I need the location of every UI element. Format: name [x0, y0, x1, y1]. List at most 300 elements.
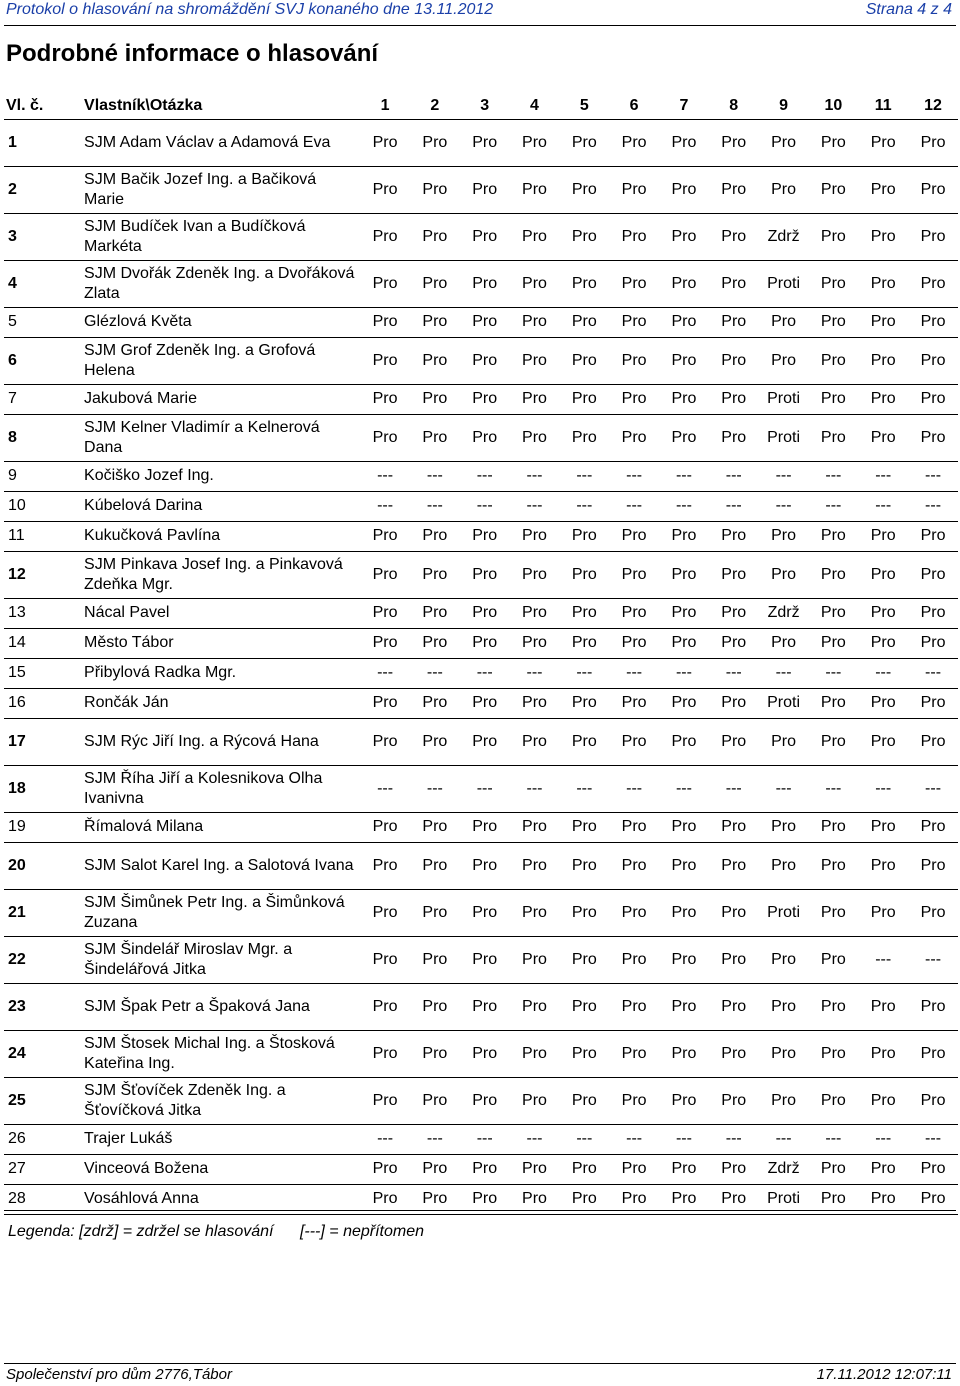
vote-cell: Pro	[360, 1078, 410, 1125]
vote-cell: Pro	[410, 719, 460, 766]
document-title: Protokol o hlasování na shromáždění SVJ konaného dne 13.11.2012	[6, 1, 494, 18]
vote-cell: Pro	[908, 984, 958, 1031]
vote-cell: ---	[510, 492, 560, 522]
table-row	[4, 719, 958, 766]
vote-cell: ---	[908, 766, 958, 813]
owner-name: SJM Říha Jiří a Kolesnikova Olha Ivanivna	[82, 766, 360, 813]
owner-name: SJM Budíček Ivan a Budíčková Markéta	[82, 214, 360, 261]
vote-cell: Pro	[559, 214, 609, 261]
vote-cell: ---	[410, 462, 460, 492]
vote-cell: Pro	[460, 1155, 510, 1185]
vote-cell: Pro	[460, 338, 510, 385]
owner-name: Vosáhlová Anna	[82, 1185, 360, 1215]
vote-cell: Pro	[360, 308, 410, 338]
vote-cell: Pro	[609, 120, 659, 167]
owner-number: 13	[4, 599, 82, 629]
vote-cell: Pro	[360, 120, 410, 167]
vote-cell: Pro	[659, 308, 709, 338]
owner-number: 6	[4, 338, 82, 385]
vote-cell: Pro	[908, 629, 958, 659]
vote-cell: Pro	[510, 719, 560, 766]
vote-cell: ---	[410, 659, 460, 689]
table-header-row	[4, 92, 958, 120]
vote-cell: Pro	[410, 890, 460, 937]
vote-cell: Pro	[808, 599, 858, 629]
vote-cell: Pro	[759, 522, 809, 552]
legend-abstain: Legenda: [zdrž] = zdržel se hlasování	[8, 1223, 274, 1240]
owner-name: SJM Šindelář Miroslav Mgr. a Šindelářová Jitka	[82, 937, 360, 984]
page-header	[6, 0, 952, 24]
table-row	[4, 308, 958, 338]
vote-cell: Pro	[908, 1185, 958, 1215]
owner-number: 5	[4, 308, 82, 338]
vote-cell: Pro	[659, 261, 709, 308]
vote-cell: Pro	[908, 1078, 958, 1125]
vote-cell: ---	[360, 462, 410, 492]
owner-number: 14	[4, 629, 82, 659]
vote-cell: Pro	[510, 937, 560, 984]
vote-cell: Pro	[908, 120, 958, 167]
vote-cell: Pro	[460, 522, 510, 552]
vote-cell: Pro	[410, 338, 460, 385]
page-number: Strana 4 z 4	[865, 1, 952, 18]
vote-cell: Pro	[609, 167, 659, 214]
vote-cell: Pro	[858, 890, 908, 937]
vote-cell: Pro	[808, 1185, 858, 1215]
vote-cell: Pro	[709, 261, 759, 308]
vote-cell: Pro	[510, 214, 560, 261]
vote-cell: ---	[659, 1125, 709, 1155]
vote-cell: Pro	[858, 522, 908, 552]
vote-cell: Pro	[609, 1031, 659, 1078]
vote-cell: Pro	[460, 599, 510, 629]
vote-cell: Pro	[559, 1185, 609, 1215]
vote-cell: Pro	[759, 167, 809, 214]
vote-cell: ---	[460, 462, 510, 492]
page-title: Podrobné informace o hlasování	[6, 40, 379, 67]
col-header-question: 4	[510, 92, 560, 120]
vote-cell: Pro	[858, 813, 908, 843]
vote-cell: Pro	[659, 1031, 709, 1078]
vote-cell: Pro	[559, 522, 609, 552]
vote-cell: Pro	[908, 338, 958, 385]
vote-cell: Pro	[559, 385, 609, 415]
vote-cell: Pro	[410, 1185, 460, 1215]
vote-cell: ---	[709, 462, 759, 492]
vote-cell: Pro	[709, 214, 759, 261]
vote-cell: Pro	[808, 552, 858, 599]
vote-cell: Pro	[510, 415, 560, 462]
vote-cell: ---	[808, 492, 858, 522]
vote-cell: Pro	[559, 689, 609, 719]
vote-cell: Pro	[360, 338, 410, 385]
vote-cell: ---	[908, 937, 958, 984]
vote-cell: Pro	[510, 890, 560, 937]
vote-cell: Pro	[510, 1185, 560, 1215]
vote-cell: Pro	[510, 1031, 560, 1078]
vote-cell: Pro	[609, 385, 659, 415]
vote-cell: Pro	[659, 843, 709, 890]
vote-cell: Pro	[908, 890, 958, 937]
owner-name: SJM Špak Petr a Špaková Jana	[82, 984, 360, 1031]
vote-cell: Pro	[858, 338, 908, 385]
vote-cell: Pro	[410, 1078, 460, 1125]
vote-cell: Pro	[460, 1185, 510, 1215]
vote-cell: Pro	[510, 552, 560, 599]
vote-cell: Pro	[808, 385, 858, 415]
owner-name: SJM Grof Zdeněk Ing. a Grofová Helena	[82, 338, 360, 385]
vote-cell: Pro	[510, 522, 560, 552]
vote-cell: ---	[808, 766, 858, 813]
col-header-question: 8	[709, 92, 759, 120]
vote-cell: Pro	[709, 1078, 759, 1125]
vote-cell: Pro	[858, 629, 908, 659]
vote-cell: Pro	[510, 813, 560, 843]
vote-cell: Pro	[460, 1031, 510, 1078]
vote-cell: Pro	[709, 984, 759, 1031]
vote-cell: Pro	[360, 167, 410, 214]
vote-cell: Proti	[759, 1185, 809, 1215]
vote-cell: Pro	[410, 843, 460, 890]
vote-cell: Pro	[709, 689, 759, 719]
vote-cell: Pro	[659, 719, 709, 766]
vote-cell: ---	[759, 766, 809, 813]
vote-cell: Pro	[858, 385, 908, 415]
vote-cell: Pro	[460, 890, 510, 937]
vote-cell: Pro	[808, 522, 858, 552]
vote-cell: Pro	[360, 522, 410, 552]
vote-cell: Pro	[410, 599, 460, 629]
vote-cell: Pro	[858, 214, 908, 261]
table-row	[4, 599, 958, 629]
vote-cell: Pro	[659, 599, 709, 629]
vote-cell: Pro	[510, 843, 560, 890]
vote-cell: Pro	[759, 308, 809, 338]
vote-cell: Pro	[410, 689, 460, 719]
vote-cell: Pro	[360, 599, 410, 629]
vote-cell: Pro	[360, 1031, 410, 1078]
vote-cell: Pro	[709, 522, 759, 552]
owner-number: 26	[4, 1125, 82, 1155]
owner-name: SJM Štosek Michal Ing. a Štosková Kateřina Ing.	[82, 1031, 360, 1078]
vote-cell: Pro	[659, 813, 709, 843]
vote-cell: ---	[510, 1125, 560, 1155]
vote-cell: Pro	[659, 689, 709, 719]
col-header-question: 1	[360, 92, 410, 120]
vote-cell: Pro	[410, 629, 460, 659]
vote-cell: Pro	[559, 984, 609, 1031]
vote-cell: ---	[360, 1125, 410, 1155]
footer-organization: Společenství pro dům 2776,Tábor	[6, 1366, 232, 1383]
vote-cell: Pro	[808, 629, 858, 659]
vote-cell: Pro	[410, 385, 460, 415]
vote-cell: Pro	[659, 1155, 709, 1185]
owner-number: 15	[4, 659, 82, 689]
vote-cell: Pro	[858, 415, 908, 462]
vote-cell: ---	[410, 766, 460, 813]
owner-number: 8	[4, 415, 82, 462]
table-row	[4, 984, 958, 1031]
table-row	[4, 766, 958, 813]
vote-cell: ---	[360, 766, 410, 813]
vote-cell: ---	[858, 462, 908, 492]
vote-cell: ---	[559, 766, 609, 813]
vote-cell: Pro	[908, 1031, 958, 1078]
col-header-question: 2	[410, 92, 460, 120]
vote-cell: Pro	[510, 167, 560, 214]
vote-cell: Pro	[460, 214, 510, 261]
vote-cell: ---	[659, 462, 709, 492]
vote-cell: Pro	[410, 308, 460, 338]
vote-cell: Pro	[510, 385, 560, 415]
vote-cell: Pro	[659, 984, 709, 1031]
vote-cell: Pro	[410, 261, 460, 308]
vote-cell: Pro	[808, 415, 858, 462]
vote-cell: Pro	[908, 689, 958, 719]
vote-cell: Pro	[460, 1078, 510, 1125]
col-header-owner: Vlastník\Otázka	[82, 92, 360, 120]
vote-cell: Pro	[908, 214, 958, 261]
vote-cell: Pro	[510, 261, 560, 308]
vote-cell: ---	[460, 766, 510, 813]
owner-number: 24	[4, 1031, 82, 1078]
vote-cell: Pro	[759, 552, 809, 599]
vote-cell: Pro	[360, 1155, 410, 1185]
legend	[8, 1223, 424, 1241]
vote-cell: ---	[609, 462, 659, 492]
vote-cell: ---	[908, 462, 958, 492]
vote-cell: Pro	[808, 261, 858, 308]
vote-cell: Pro	[808, 843, 858, 890]
table-row	[4, 462, 958, 492]
vote-cell: ---	[759, 659, 809, 689]
vote-cell: Proti	[759, 890, 809, 937]
owner-number: 12	[4, 552, 82, 599]
vote-cell: Pro	[858, 1078, 908, 1125]
vote-cell: Pro	[410, 522, 460, 552]
vote-cell: ---	[659, 659, 709, 689]
vote-cell: Pro	[808, 689, 858, 719]
vote-cell: Pro	[908, 552, 958, 599]
vote-cell: Pro	[360, 937, 410, 984]
vote-cell: Pro	[360, 719, 410, 766]
vote-cell: Pro	[460, 261, 510, 308]
vote-cell: Pro	[609, 552, 659, 599]
vote-cell: Pro	[609, 522, 659, 552]
table-row	[4, 689, 958, 719]
vote-cell: Zdrž	[759, 599, 809, 629]
vote-cell: Pro	[559, 599, 609, 629]
owner-name: SJM Adam Václav a Adamová Eva	[82, 120, 360, 167]
vote-cell: Pro	[709, 415, 759, 462]
vote-cell: Pro	[808, 338, 858, 385]
vote-cell: Pro	[709, 813, 759, 843]
vote-cell: Pro	[858, 689, 908, 719]
vote-cell: Pro	[808, 167, 858, 214]
vote-cell: Proti	[759, 261, 809, 308]
vote-cell: Pro	[360, 813, 410, 843]
vote-cell: Pro	[460, 415, 510, 462]
vote-cell: Pro	[759, 719, 809, 766]
vote-cell: Pro	[908, 167, 958, 214]
vote-cell: Pro	[808, 890, 858, 937]
table-row	[4, 1125, 958, 1155]
vote-cell: Pro	[908, 385, 958, 415]
vote-cell: Pro	[609, 1185, 659, 1215]
header-divider	[4, 25, 956, 26]
vote-cell: Pro	[759, 813, 809, 843]
vote-cell: ---	[609, 766, 659, 813]
owner-name: Nácal Pavel	[82, 599, 360, 629]
vote-cell: Pro	[360, 261, 410, 308]
vote-cell: Pro	[360, 1185, 410, 1215]
vote-cell: ---	[559, 1125, 609, 1155]
col-header-question: 7	[659, 92, 709, 120]
table-row	[4, 120, 958, 167]
vote-cell: Pro	[908, 415, 958, 462]
vote-cell: Pro	[360, 552, 410, 599]
col-header-number: Vl. č.	[4, 92, 82, 120]
table-row	[4, 167, 958, 214]
vote-cell: Pro	[908, 308, 958, 338]
vote-cell: Pro	[410, 813, 460, 843]
owner-number: 25	[4, 1078, 82, 1125]
owner-name: Glézlová Květa	[82, 308, 360, 338]
vote-cell: Pro	[709, 552, 759, 599]
vote-cell: Pro	[808, 984, 858, 1031]
vote-cell: Pro	[858, 1185, 908, 1215]
owner-name: Rončák Ján	[82, 689, 360, 719]
vote-cell: Pro	[510, 984, 560, 1031]
owner-number: 3	[4, 214, 82, 261]
vote-cell: Pro	[609, 214, 659, 261]
vote-cell: Proti	[759, 385, 809, 415]
voting-table	[4, 92, 958, 1215]
owner-number: 9	[4, 462, 82, 492]
vote-cell: Pro	[659, 120, 709, 167]
col-header-question: 12	[908, 92, 958, 120]
vote-cell: Pro	[858, 167, 908, 214]
vote-cell: Pro	[559, 1078, 609, 1125]
vote-cell: ---	[609, 492, 659, 522]
vote-cell: ---	[709, 659, 759, 689]
vote-cell: Pro	[659, 522, 709, 552]
vote-cell: ---	[559, 492, 609, 522]
vote-cell: ---	[360, 492, 410, 522]
owner-name: Vinceová Božena	[82, 1155, 360, 1185]
owner-number: 28	[4, 1185, 82, 1215]
vote-cell: ---	[908, 659, 958, 689]
vote-cell: Pro	[858, 599, 908, 629]
vote-cell: Pro	[858, 719, 908, 766]
vote-cell: Pro	[808, 120, 858, 167]
vote-cell: Pro	[559, 308, 609, 338]
vote-cell: Pro	[609, 415, 659, 462]
vote-cell: ---	[510, 659, 560, 689]
vote-cell: Pro	[709, 1031, 759, 1078]
vote-cell: Pro	[460, 385, 510, 415]
vote-cell: Pro	[460, 689, 510, 719]
table-row	[4, 1078, 958, 1125]
vote-cell: ---	[460, 1125, 510, 1155]
owner-name: Kúbelová Darina	[82, 492, 360, 522]
col-header-question: 3	[460, 92, 510, 120]
vote-cell: Pro	[659, 385, 709, 415]
vote-cell: ---	[858, 492, 908, 522]
vote-cell: Pro	[559, 843, 609, 890]
table-row	[4, 214, 958, 261]
vote-cell: ---	[609, 1125, 659, 1155]
vote-cell: Pro	[360, 890, 410, 937]
vote-cell: ---	[908, 1125, 958, 1155]
table-row	[4, 415, 958, 462]
vote-cell: Pro	[360, 415, 410, 462]
vote-cell: Pro	[609, 308, 659, 338]
vote-cell: Pro	[410, 937, 460, 984]
owner-name: SJM Kelner Vladimír a Kelnerová Dana	[82, 415, 360, 462]
table-row	[4, 522, 958, 552]
vote-cell: Zdrž	[759, 214, 809, 261]
vote-cell: Pro	[559, 719, 609, 766]
vote-cell: ---	[858, 1125, 908, 1155]
vote-cell: Pro	[559, 120, 609, 167]
vote-cell: Pro	[858, 261, 908, 308]
owner-name: SJM Šimůnek Petr Ing. a Šimůnková Zuzana	[82, 890, 360, 937]
vote-cell: Pro	[609, 1155, 659, 1185]
owner-name: Město Tábor	[82, 629, 360, 659]
vote-cell: Pro	[460, 719, 510, 766]
vote-cell: Pro	[460, 629, 510, 659]
vote-cell: Pro	[410, 120, 460, 167]
vote-cell: Pro	[410, 552, 460, 599]
vote-cell: Pro	[759, 984, 809, 1031]
vote-cell: Proti	[759, 415, 809, 462]
vote-cell: Pro	[759, 843, 809, 890]
vote-cell: ---	[808, 1125, 858, 1155]
vote-cell: Pro	[659, 890, 709, 937]
vote-cell: ---	[559, 462, 609, 492]
vote-cell: Pro	[460, 937, 510, 984]
vote-cell: Pro	[908, 843, 958, 890]
table-row	[4, 492, 958, 522]
table-row	[4, 659, 958, 689]
vote-cell: Pro	[609, 719, 659, 766]
table-bottom-divider	[4, 1210, 956, 1211]
vote-cell: Pro	[410, 984, 460, 1031]
vote-cell: Pro	[908, 599, 958, 629]
vote-cell: Pro	[510, 599, 560, 629]
vote-cell: Pro	[609, 984, 659, 1031]
vote-cell: Pro	[808, 719, 858, 766]
vote-cell: Pro	[360, 984, 410, 1031]
vote-cell: Pro	[460, 984, 510, 1031]
vote-cell: Pro	[510, 629, 560, 659]
vote-cell: Pro	[609, 843, 659, 890]
owner-number: 7	[4, 385, 82, 415]
vote-cell: Pro	[659, 937, 709, 984]
vote-cell: Pro	[510, 689, 560, 719]
vote-cell: Pro	[808, 1031, 858, 1078]
table-row	[4, 843, 958, 890]
vote-cell: Pro	[559, 1031, 609, 1078]
vote-cell: Pro	[759, 1078, 809, 1125]
owner-number: 18	[4, 766, 82, 813]
vote-cell: Pro	[908, 261, 958, 308]
vote-cell: Pro	[858, 843, 908, 890]
vote-cell: Pro	[609, 689, 659, 719]
vote-cell: ---	[709, 1125, 759, 1155]
vote-cell: ---	[510, 766, 560, 813]
